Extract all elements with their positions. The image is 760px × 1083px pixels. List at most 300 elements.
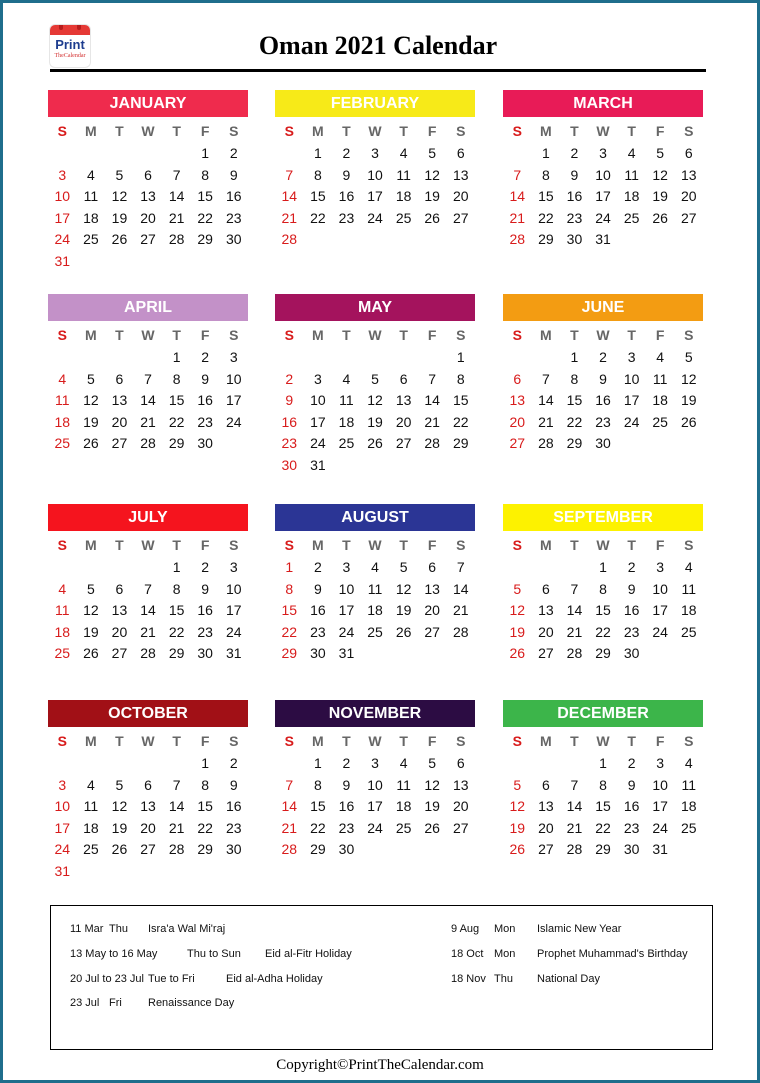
day-cell: 31 xyxy=(225,645,242,662)
week-row xyxy=(503,796,703,818)
holiday-day: Mon xyxy=(494,948,516,960)
day-cell: 1 xyxy=(541,145,550,161)
day-cell: 1 xyxy=(313,755,322,771)
holiday-date: 20 Jul to 23 Jul xyxy=(70,973,144,985)
day-cell: 21 xyxy=(538,413,554,430)
day-cell: 22 xyxy=(595,819,611,836)
day-cell: 1 xyxy=(201,755,210,771)
day-cell: 18 xyxy=(680,602,697,619)
week-row xyxy=(48,643,248,665)
weekday-label: T xyxy=(399,327,408,343)
day-cell: 18 xyxy=(83,819,99,836)
day-cell xyxy=(77,251,106,273)
month-january xyxy=(48,90,248,273)
week-row xyxy=(48,251,248,273)
week-row xyxy=(275,579,475,601)
weekday-label: W xyxy=(368,327,382,343)
weekday-label: M xyxy=(85,123,97,139)
day-cell: 10 xyxy=(54,188,71,205)
day-cell: 28 xyxy=(424,435,440,452)
weekday-label: W xyxy=(596,733,610,749)
day-cell: 1 xyxy=(201,145,210,161)
month-november xyxy=(275,700,475,861)
week-row xyxy=(48,579,248,601)
holiday-date: 13 May to 16 May xyxy=(70,948,158,960)
weekday-label: W xyxy=(141,123,155,139)
weekday-label: M xyxy=(85,327,97,343)
week-row xyxy=(48,208,248,230)
day-cell xyxy=(418,643,447,665)
day-cell: 5 xyxy=(513,580,522,597)
week-row xyxy=(275,622,475,644)
day-cell: 5 xyxy=(684,349,693,365)
day-cell: 25 xyxy=(367,623,383,640)
weekday-label: T xyxy=(115,733,124,749)
day-cell: 28 xyxy=(281,841,298,858)
day-cell: 15 xyxy=(566,392,583,409)
day-cell: 31 xyxy=(310,456,326,473)
month-september xyxy=(503,504,703,665)
day-cell: 1 xyxy=(599,559,607,575)
day-cell: 5 xyxy=(428,755,437,771)
day-cell: 22 xyxy=(452,413,469,430)
day-cell: 26 xyxy=(424,819,440,836)
day-cell: 21 xyxy=(424,413,440,430)
day-cell: 15 xyxy=(310,188,326,205)
day-cell: 19 xyxy=(424,798,440,815)
weekday-label: T xyxy=(570,537,579,553)
day-cell: 19 xyxy=(424,188,440,205)
day-cell: 10 xyxy=(595,166,611,183)
day-cell: 29 xyxy=(281,645,298,662)
holiday-name: Eid al-Adha Holiday xyxy=(226,973,323,985)
weekday-header-row xyxy=(275,533,475,557)
day-cell: 16 xyxy=(310,602,326,619)
day-cell: 10 xyxy=(54,798,71,815)
weekday-label: F xyxy=(655,733,665,749)
day-cell: 30 xyxy=(338,841,355,858)
day-cell xyxy=(503,753,532,775)
day-cell: 4 xyxy=(627,145,636,161)
day-cell xyxy=(275,753,304,775)
day-cell: 16 xyxy=(225,798,242,815)
day-cell xyxy=(446,643,475,665)
day-cell xyxy=(134,753,163,775)
day-cell: 20 xyxy=(452,798,469,815)
day-cell: 12 xyxy=(424,776,440,793)
day-cell: 11 xyxy=(83,798,99,815)
week-row xyxy=(503,186,703,208)
day-cell: 8 xyxy=(285,580,294,597)
day-cell: 15 xyxy=(168,602,185,619)
day-cell: 1 xyxy=(570,349,579,365)
month-header: AUGUST xyxy=(275,504,475,531)
day-cell: 7 xyxy=(172,776,181,793)
day-cell: 12 xyxy=(111,798,128,815)
weekday-label: T xyxy=(172,537,181,553)
day-cell: 8 xyxy=(599,580,607,597)
weekday-label: T xyxy=(172,123,181,139)
holiday-day: Mon xyxy=(494,923,516,935)
weekday-label: F xyxy=(200,733,210,749)
day-cell: 2 xyxy=(342,145,351,161)
week-row xyxy=(48,143,248,165)
month-august xyxy=(275,504,475,665)
day-cell: 29 xyxy=(595,645,611,662)
day-cell: 7 xyxy=(541,370,550,387)
day-cell: 3 xyxy=(58,166,67,183)
day-cell xyxy=(617,433,646,455)
weekday-label: S xyxy=(684,123,694,139)
weekday-label: S xyxy=(512,733,522,749)
day-cell: 23 xyxy=(225,819,242,836)
day-cell: 27 xyxy=(111,435,128,452)
day-cell: 26 xyxy=(83,435,99,452)
day-cell: 12 xyxy=(367,392,383,409)
day-cell: 30 xyxy=(197,435,213,452)
day-cell: 6 xyxy=(684,145,693,161)
day-cell: 13 xyxy=(509,392,526,409)
day-cell: 14 xyxy=(566,602,583,619)
day-cell: 2 xyxy=(313,559,322,575)
day-cell: 21 xyxy=(452,602,469,619)
day-cell: 14 xyxy=(424,392,440,409)
day-cell xyxy=(191,861,220,883)
weekday-label: S xyxy=(684,733,694,749)
weekday-label: S xyxy=(229,537,239,553)
day-cell xyxy=(77,347,106,369)
month-header: NOVEMBER xyxy=(275,700,475,727)
week-row xyxy=(275,369,475,391)
weekday-label: M xyxy=(540,733,552,749)
day-cell: 31 xyxy=(54,252,71,269)
day-cell: 5 xyxy=(656,145,665,161)
day-cell: 24 xyxy=(367,819,383,836)
holiday-day: Thu to Sun xyxy=(187,948,241,960)
week-row xyxy=(503,622,703,644)
day-cell xyxy=(134,347,163,369)
weekday-label: F xyxy=(427,327,437,343)
month-header: MARCH xyxy=(503,90,703,117)
day-cell: 15 xyxy=(281,602,298,619)
day-cell: 14 xyxy=(452,580,469,597)
day-cell: 18 xyxy=(395,798,412,815)
day-cell xyxy=(418,839,447,861)
day-cell: 16 xyxy=(623,602,640,619)
day-cell: 10 xyxy=(225,580,242,597)
day-cell xyxy=(105,861,134,883)
week-row xyxy=(275,433,475,455)
day-cell: 13 xyxy=(452,166,469,183)
holiday-name: Renaissance Day xyxy=(148,997,235,1009)
day-cell: 7 xyxy=(285,776,294,793)
day-cell: 21 xyxy=(140,623,156,640)
day-cell: 18 xyxy=(395,188,412,205)
day-cell: 10 xyxy=(367,166,383,183)
week-row xyxy=(48,229,248,251)
day-cell: 25 xyxy=(54,435,71,452)
week-row xyxy=(503,390,703,412)
day-cell: 13 xyxy=(680,166,697,183)
weekday-label: S xyxy=(512,327,522,343)
day-cell xyxy=(191,251,220,273)
day-cell xyxy=(418,229,447,251)
day-cell: 26 xyxy=(367,435,383,452)
day-cell xyxy=(446,229,475,251)
day-cell xyxy=(389,643,418,665)
day-cell xyxy=(134,861,163,883)
weekday-header-row xyxy=(275,323,475,347)
day-cell: 18 xyxy=(338,413,355,430)
weekday-label: T xyxy=(172,327,181,343)
day-cell: 10 xyxy=(225,370,242,387)
day-cell: 2 xyxy=(229,145,238,161)
day-cell xyxy=(105,753,134,775)
week-row xyxy=(503,818,703,840)
day-cell xyxy=(503,143,532,165)
day-cell: 16 xyxy=(338,798,355,815)
day-cell: 6 xyxy=(144,776,152,793)
day-cell: 4 xyxy=(58,580,67,597)
weekday-label: T xyxy=(570,327,579,343)
day-cell xyxy=(219,433,248,455)
weekday-label: S xyxy=(684,537,694,553)
day-cell: 1 xyxy=(172,559,181,575)
day-cell: 13 xyxy=(538,798,554,815)
day-cell: 8 xyxy=(313,166,322,183)
weekday-label: M xyxy=(312,537,324,553)
weekday-header-row xyxy=(275,729,475,753)
day-cell xyxy=(105,251,134,273)
weekday-label: W xyxy=(596,537,610,553)
week-row xyxy=(275,412,475,434)
day-cell: 24 xyxy=(652,623,668,640)
holiday-day: Thu xyxy=(109,923,128,935)
logo-text-site: TheCalendar xyxy=(54,53,86,59)
title-underline xyxy=(50,69,706,72)
day-cell xyxy=(361,643,390,665)
week-row xyxy=(503,600,703,622)
day-cell xyxy=(304,229,333,251)
day-cell: 3 xyxy=(371,755,379,771)
day-cell: 11 xyxy=(652,370,668,387)
day-cell: 12 xyxy=(680,370,697,387)
copyright-footer[interactable]: Copyright©PrintTheCalendar.com xyxy=(276,1057,484,1073)
holiday-name: National Day xyxy=(537,973,600,985)
month-header: JANUARY xyxy=(48,90,248,117)
day-cell xyxy=(389,347,418,369)
day-cell: 28 xyxy=(509,231,526,248)
weekday-label: F xyxy=(200,123,210,139)
month-header: APRIL xyxy=(48,294,248,321)
day-cell: 26 xyxy=(111,231,128,248)
day-cell: 25 xyxy=(395,209,412,226)
day-cell: 12 xyxy=(424,166,440,183)
day-cell: 13 xyxy=(424,580,440,597)
day-cell xyxy=(77,143,106,165)
day-cell: 21 xyxy=(281,209,298,226)
weekday-label: F xyxy=(427,537,437,553)
day-cell: 7 xyxy=(456,559,465,575)
day-cell: 19 xyxy=(680,392,697,409)
day-cell xyxy=(219,861,248,883)
day-cell: 7 xyxy=(513,166,522,183)
day-cell xyxy=(418,455,447,477)
weekday-label: T xyxy=(342,327,351,343)
holiday-date: 23 Jul xyxy=(70,997,100,1009)
weekday-label: S xyxy=(284,327,294,343)
day-cell: 28 xyxy=(168,231,185,248)
weekday-label: W xyxy=(141,537,155,553)
day-cell: 29 xyxy=(310,841,326,858)
day-cell xyxy=(674,433,703,455)
day-cell: 24 xyxy=(595,209,611,226)
weekday-label: M xyxy=(540,123,552,139)
week-row xyxy=(48,347,248,369)
week-row xyxy=(275,347,475,369)
week-row xyxy=(275,229,475,251)
day-cell: 14 xyxy=(168,188,185,205)
day-cell: 7 xyxy=(570,776,579,793)
weekday-label: T xyxy=(172,733,181,749)
weekday-label: S xyxy=(512,537,522,553)
day-cell: 17 xyxy=(595,188,611,205)
day-cell: 3 xyxy=(656,755,665,771)
holiday-date: 18 Oct xyxy=(451,948,484,960)
day-cell xyxy=(48,347,77,369)
day-cell xyxy=(162,753,191,775)
day-cell: 24 xyxy=(338,623,355,640)
day-cell: 3 xyxy=(342,559,351,575)
day-cell: 22 xyxy=(197,209,213,226)
day-cell: 9 xyxy=(229,166,238,183)
day-cell: 11 xyxy=(83,188,99,205)
holiday-date: 18 Nov xyxy=(451,973,486,985)
day-cell: 10 xyxy=(310,392,326,409)
day-cell: 27 xyxy=(509,435,526,452)
day-cell: 15 xyxy=(452,392,469,409)
day-cell: 5 xyxy=(513,776,522,793)
day-cell: 9 xyxy=(229,776,238,793)
day-cell: 15 xyxy=(595,798,611,815)
day-cell: 25 xyxy=(680,819,697,836)
day-cell: 30 xyxy=(281,456,298,473)
day-cell: 30 xyxy=(566,231,583,248)
week-row xyxy=(275,186,475,208)
day-cell: 20 xyxy=(424,602,440,619)
day-cell: 24 xyxy=(54,841,71,858)
day-cell: 18 xyxy=(83,209,99,226)
day-cell: 20 xyxy=(140,209,156,226)
day-cell: 23 xyxy=(338,209,355,226)
day-cell: 11 xyxy=(55,602,70,619)
day-cell: 26 xyxy=(509,841,526,858)
print-the-calendar-logo[interactable] xyxy=(50,25,90,67)
day-cell: 8 xyxy=(313,776,322,793)
day-cell xyxy=(560,557,589,579)
day-cell: 15 xyxy=(197,798,213,815)
day-cell: 30 xyxy=(225,841,242,858)
holiday-name: Eid al-Fitr Holiday xyxy=(265,948,352,960)
day-cell: 25 xyxy=(395,819,412,836)
week-row xyxy=(48,165,248,187)
day-cell xyxy=(134,143,163,165)
day-cell: 2 xyxy=(229,755,238,771)
weekday-label: T xyxy=(570,733,579,749)
day-cell xyxy=(48,557,77,579)
weekday-header-row xyxy=(48,119,248,143)
weekday-label: S xyxy=(229,327,239,343)
holiday-name: Isra'a Wal Mi'raj xyxy=(148,923,226,935)
day-cell: 27 xyxy=(538,645,554,662)
day-cell: 14 xyxy=(281,798,298,815)
day-cell: 9 xyxy=(342,166,351,183)
day-cell xyxy=(77,753,106,775)
day-cell: 27 xyxy=(452,209,469,226)
weekday-label: S xyxy=(57,733,67,749)
day-cell: 13 xyxy=(140,188,156,205)
day-cell: 2 xyxy=(570,145,579,161)
day-cell xyxy=(77,861,106,883)
day-cell: 24 xyxy=(225,413,242,430)
weekday-label: T xyxy=(115,537,124,553)
day-cell xyxy=(361,455,390,477)
day-cell: 12 xyxy=(395,580,412,597)
week-row xyxy=(275,390,475,412)
day-cell: 11 xyxy=(681,776,697,793)
day-cell: 27 xyxy=(424,623,440,640)
holiday-date: 9 Aug xyxy=(451,923,480,935)
day-cell: 8 xyxy=(570,370,579,387)
weekday-label: W xyxy=(368,537,382,553)
day-cell: 11 xyxy=(681,580,697,597)
day-cell: 6 xyxy=(541,776,550,793)
day-cell: 6 xyxy=(456,755,465,771)
day-cell: 24 xyxy=(225,623,242,640)
week-row xyxy=(48,775,248,797)
day-cell: 10 xyxy=(367,776,383,793)
weekday-label: T xyxy=(399,537,408,553)
week-row xyxy=(48,433,248,455)
day-cell xyxy=(503,347,532,369)
day-cell: 4 xyxy=(684,559,693,575)
day-cell: 6 xyxy=(428,559,437,575)
day-cell: 8 xyxy=(201,776,210,793)
day-cell: 28 xyxy=(566,645,583,662)
day-cell: 17 xyxy=(225,392,242,409)
weekday-label: M xyxy=(85,537,97,553)
day-cell: 6 xyxy=(513,370,522,387)
day-cell xyxy=(134,251,163,273)
week-row xyxy=(48,600,248,622)
day-cell xyxy=(446,455,475,477)
day-cell: 3 xyxy=(313,370,322,387)
weekday-label: M xyxy=(312,733,324,749)
day-cell: 28 xyxy=(140,645,156,662)
weekday-label: S xyxy=(456,327,466,343)
day-cell: 23 xyxy=(566,209,583,226)
day-cell: 19 xyxy=(509,819,526,836)
day-cell xyxy=(48,143,77,165)
day-cell: 22 xyxy=(310,819,326,836)
holiday-date: 11 Mar xyxy=(70,923,104,935)
day-cell xyxy=(361,229,390,251)
day-cell xyxy=(332,229,361,251)
day-cell: 8 xyxy=(456,370,465,387)
day-cell: 12 xyxy=(83,602,99,619)
week-row xyxy=(503,433,703,455)
day-cell xyxy=(418,347,447,369)
